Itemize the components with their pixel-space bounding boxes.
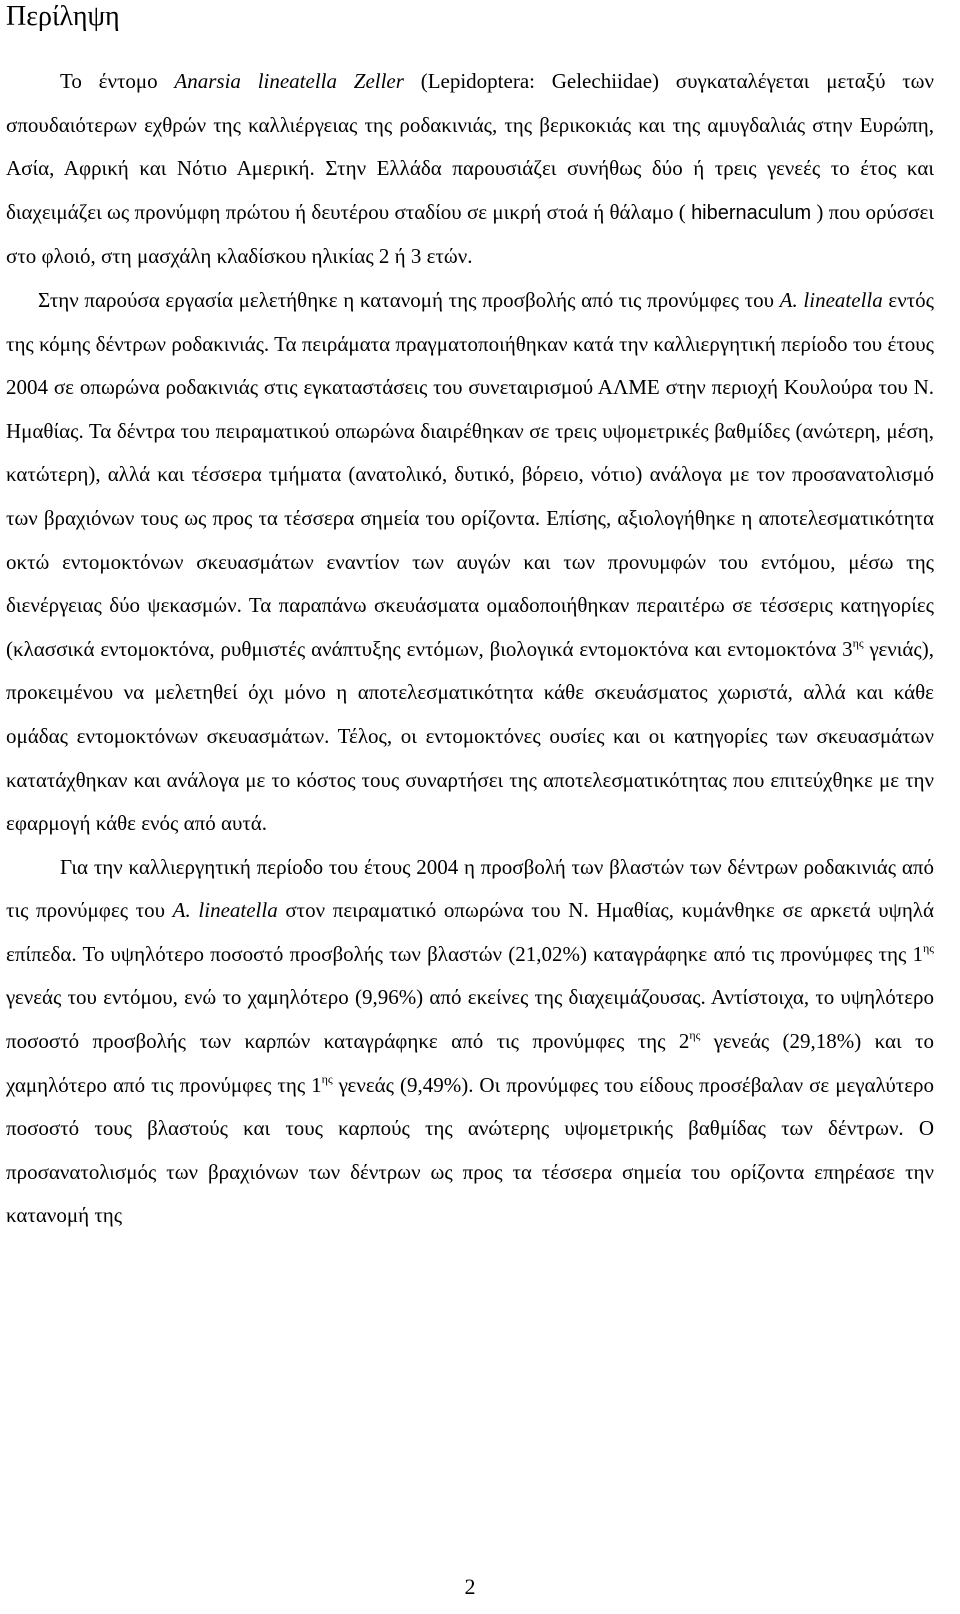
text-run: Για την καλλιεργητική περίοδο του έτους 2004 η προσβολή των βλαστών των δέντρων ροδακινιάς από τις προνύμφες του: [6, 854, 934, 923]
paragraph-1: [6, 60, 934, 279]
text-run: Στην παρούσα εργασία μελετήθηκε η κατανομή της προσβολής από τις προνύμφες του: [38, 287, 780, 312]
species-name-italic: A. lineatella: [172, 898, 278, 923]
species-name-italic: Anarsia lineatella Zeller: [174, 69, 404, 93]
text-run: γενεάς (9,49%). Οι προνύμφες του είδους προσέβαλαν σε μεγαλύτερο ποσοστό τους βλαστούς και τους καρπούς της ανώτερης υψομετρικής βαθμίδας των δέντρων. Ο προσανατολισμός των βραχιόνων των δέντρων ως προς τα τέσσερα σημεία του ορίζοντα επηρέασε την κατανομή της: [6, 1072, 934, 1228]
ordinal-superscript: ης: [321, 1071, 333, 1086]
paragraph-2: [6, 279, 934, 846]
text-run: στον πειραματικό οπωρώνα του Ν. Ημαθίας, κυμάνθηκε σε αρκετά υψηλά επίπεδα. Το υψηλότερο ποσοστό προσβολής των βλαστών (21,02%) καταγράφηκε από τις προνύμφες της 1: [6, 898, 934, 966]
text-run: γενεάς (29,18%) και το χαμηλότερο από τις προνύμφες της 1: [6, 1029, 934, 1097]
section-heading: Περίληψη: [6, 1, 120, 32]
ordinal-superscript: ης: [922, 940, 934, 955]
text-run: γενεάς του εντόμου, ενώ το χαμηλότερο (9,96%) από εκείνες της διαχειμάζουσας. Αντίστοιχα, το υψηλότερο ποσοστό προσβολής των καρπών καταγράφηκε από τις προνύμφες της 2: [6, 985, 934, 1054]
ordinal-superscript: ης: [689, 1028, 701, 1043]
text-run: ) που ορύσσει στο φλοιό, στη μασχάλη κλαδίσκου ηλικίας 2 ή 3 ετών.: [6, 199, 934, 269]
page-number: 2: [464, 1574, 476, 1599]
text-run: εντός της κόμης δέντρων ροδακινιάς. Τα πειράματα πραγματοποιήθηκαν κατά την καλλιεργητική περίοδο του έτους 2004 σε οπωρώνα ροδακινιάς στις εγκαταστάσεις του συνεταιρισμού ΑΛΜΕ στην περιοχή Κουλούρα του Ν. Ημαθίας. Τα δέντρα του πειραματικού οπωρώνα διαιρέθηκαν σε τρεις υψομετρικές βαθμίδες (ανώτερη, μέση, κατώτερη), αλλά και τέσσερα τμήματα (ανατολικό, δυτικό, βόρειο, νότιο) ανάλογα με τον προσανατολισμό των βραχιόνων τους ως προς τα τέσσερα σημεία του ορίζοντα. Επίσης, αξιολογήθηκε η αποτελεσματικότητα οκτώ εντομοκτόνων σκευασμάτων εναντίον των αυγών και των προνυμφών του εντόμου, μέσω της διενέργειας δύο ψεκασμών. Τα παραπάνω σκευάσματα ομαδοποιήθηκαν περαιτέρω σε τέσσερις κατηγορίες (κλασσικά εντομοκτόνα, ρυθμιστές ανάπτυξης εντόμων, βιολογικά εντομοκτόνα και εντομοκτόνα 3: [6, 287, 934, 661]
latin-term: hibernaculum: [691, 201, 812, 224]
paragraph-3: [6, 846, 934, 1238]
ordinal-superscript: ης: [852, 635, 864, 650]
text-run: (Lepidoptera: Gelechiidae) συγκαταλέγεται μεταξύ των σπουδαιότερων εχθρών της καλλιέργειας της ροδακινιάς, της βερικοκιάς και της αμυγδαλιάς στην Ευρώπη, Ασία, Αφρική και Νότιο Αμερική. Στην Ελλάδα παρουσιάζει συνήθως δύο ή τρεις γενεές το έτος και διαχειμάζει ως προνύμφη πρώτου ή δευτέρου σταδίου σε μικρή στοά ή θάλαμο (: [6, 69, 934, 224]
abstract-body: [6, 60, 934, 1238]
text-run: γενιάς), προκειμένου να μελετηθεί όχι μόνο η αποτελεσματικότητα κάθε σκευάσματος χωριστά, αλλά και κάθε ομάδας εντομοκτόνων σκευασμάτων. Τέλος, οι εντομοκτόνες ουσίες και οι κατηγορίες των σκευασμάτων κατατάχθηκαν και ανάλογα με το κόστος τους συναρτήσει της αποτελεσματικότητας που επιτεύχθηκε με την εφαρμογή κάθε ενός από αυτά.: [6, 636, 934, 836]
species-name-italic: A. lineatella: [779, 287, 883, 312]
text-run: Το έντομο: [60, 69, 175, 93]
document-page: [6, 0, 934, 1238]
